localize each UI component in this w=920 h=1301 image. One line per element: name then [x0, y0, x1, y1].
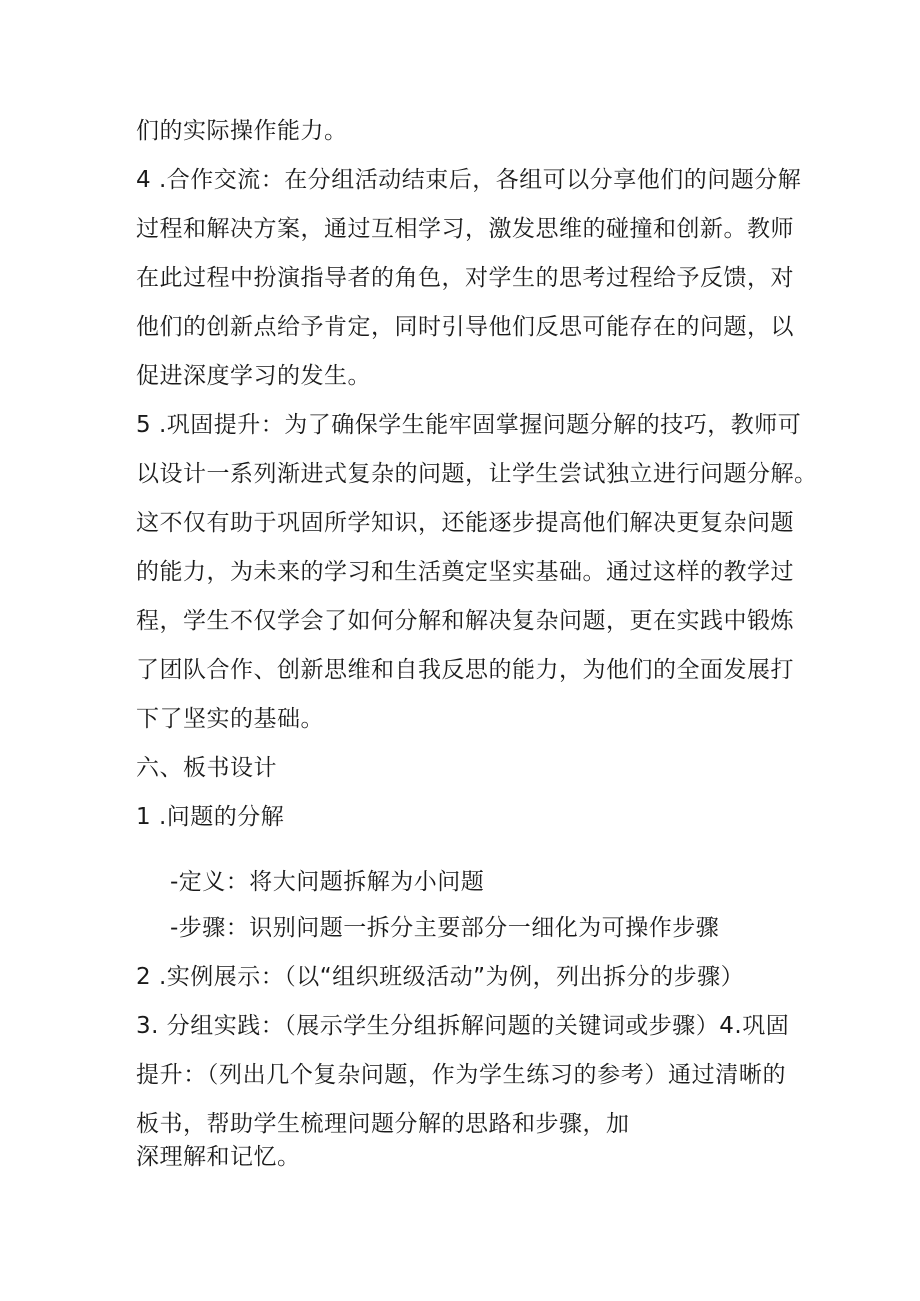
paragraph-line: 下了坚实的基础。 [136, 706, 324, 732]
paragraph-line: 的能力，为未来的学习和生活奠定坚实基础。通过这样的教学过 [136, 559, 794, 585]
paragraph-line: 们的实际操作能力。 [136, 118, 348, 144]
paragraph-line: 提升：（列出几个复杂问题，作为学生练习的参考）通过清晰的 [136, 1062, 786, 1088]
paragraph-line: 深理解和记忆。 [136, 1144, 301, 1170]
paragraph-line: 以设计一系列渐进式复杂的问题，让学生尝试独立进行问题分解。 [136, 461, 818, 487]
paragraph-line: 在此过程中扮演指导者的角色，对学生的思考过程给予反馈，对 [136, 265, 794, 291]
list-item-5-line: 5 .巩固提升：为了确保学生能牢固掌握问题分解的技巧，教师可 [136, 412, 802, 438]
paragraph-line: 促进深度学习的发生。 [136, 363, 371, 389]
paragraph-line: 他们的创新点给予肯定，同时引导他们反思可能存在的问题，以 [136, 314, 794, 340]
section-heading: 六、板书设计 [136, 755, 277, 781]
board-item-1: 1 .问题的分解 [136, 804, 285, 830]
board-item-2: 2 .实例展示：（以“组织班级活动”为例，列出拆分的步骤） [136, 964, 745, 990]
list-item-4-line: 4 .合作交流：在分组活动结束后，各组可以分享他们的问题分解 [136, 167, 802, 193]
paragraph-line: 程，学生不仅学会了如何分解和解决复杂问题，更在实践中锻炼 [136, 608, 794, 634]
paragraph-line: 板书，帮助学生梳理问题分解的思路和步骤，加 [136, 1111, 630, 1137]
paragraph-line: 了团队合作、创新思维和自我反思的能力，为他们的全面发展打 [136, 657, 794, 683]
board-subitem-steps: -步骤：识别问题一拆分主要部分一细化为可操作步骤 [170, 915, 720, 941]
board-subitem-definition: -定义：将大问题拆解为小问题 [170, 869, 485, 895]
paragraph-line: 这不仅有助于巩固所学知识，还能逐步提高他们解决更复杂问题 [136, 510, 794, 536]
paragraph-line: 过程和解决方案，通过互相学习，激发思维的碰撞和创新。教师 [136, 216, 794, 242]
board-item-3: 3. 分组实践：（展示学生分组拆解问题的关键词或步骤）4.巩固 [136, 1013, 790, 1039]
